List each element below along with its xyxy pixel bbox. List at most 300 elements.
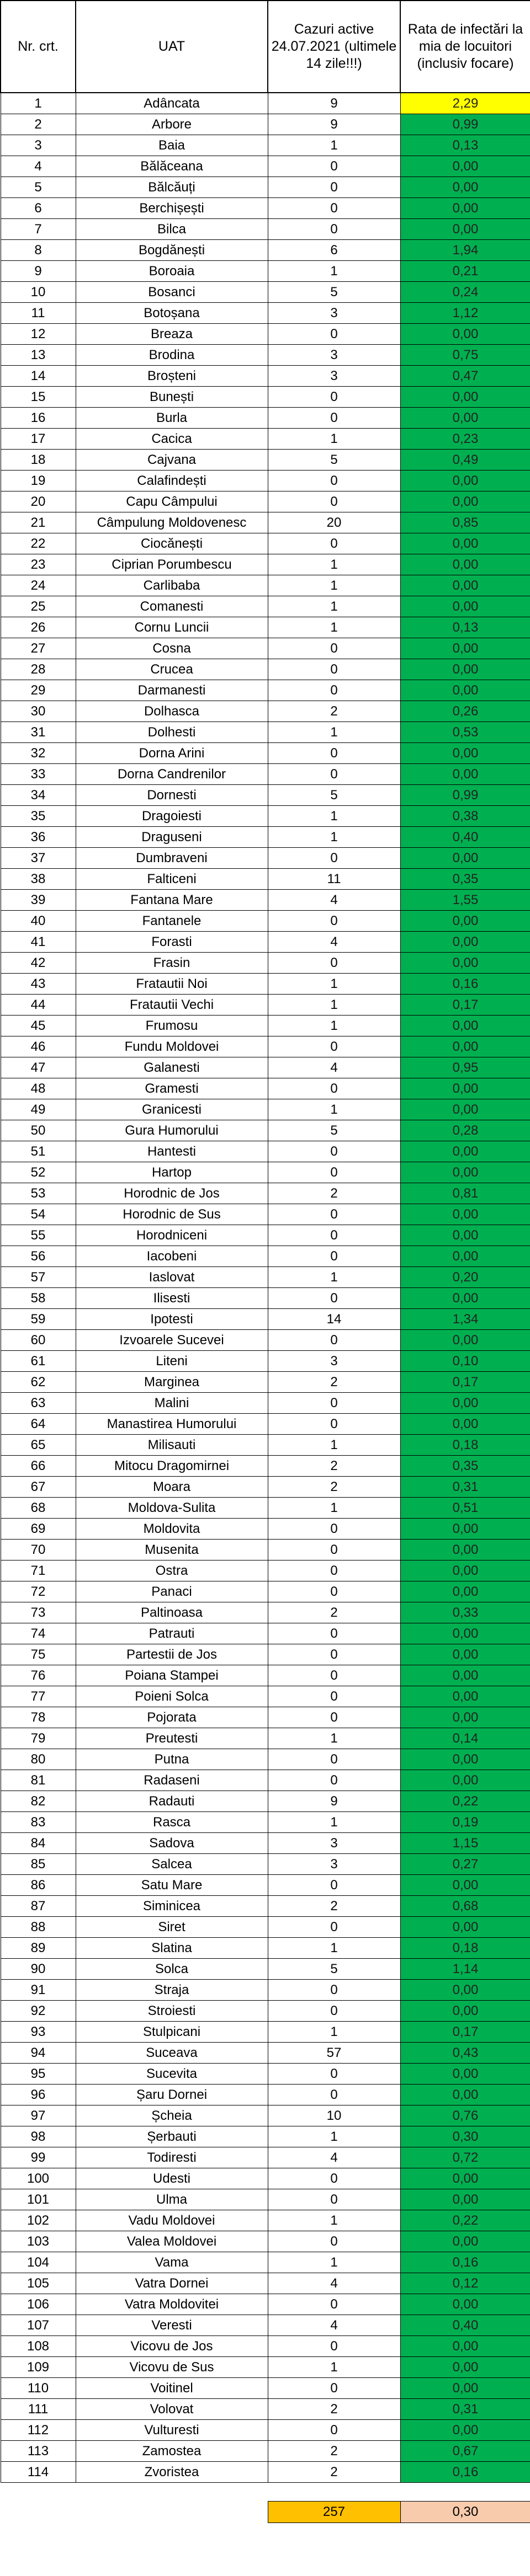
cell-cases[interactable]: 0 — [268, 1393, 400, 1414]
cell-cases[interactable]: 0 — [268, 1246, 400, 1267]
cell-uat[interactable]: Horodnic de Sus — [76, 1204, 268, 1225]
cell-nr[interactable]: 87 — [1, 1896, 76, 1917]
cell-cases[interactable]: 0 — [268, 911, 400, 932]
cell-uat[interactable]: Dornesti — [76, 785, 268, 806]
cell-cases[interactable]: 1 — [268, 429, 400, 450]
cell-rate[interactable]: 0,33 — [400, 1602, 530, 1623]
cell-rate[interactable]: 0,13 — [400, 617, 530, 638]
cell-nr[interactable]: 101 — [1, 2189, 76, 2210]
cell-rate[interactable]: 0,27 — [400, 1854, 530, 1875]
cell-nr[interactable]: 51 — [1, 1141, 76, 1162]
cell-nr[interactable]: 109 — [1, 2357, 76, 2378]
cell-cases[interactable]: 0 — [268, 848, 400, 869]
cell-rate[interactable]: 0,00 — [400, 533, 530, 554]
cell-rate[interactable]: 0,00 — [400, 680, 530, 701]
cell-rate[interactable]: 0,67 — [400, 2441, 530, 2462]
cell-cases[interactable]: 0 — [268, 156, 400, 177]
cell-uat[interactable]: Fantana Mare — [76, 890, 268, 911]
cell-uat[interactable]: Milisauti — [76, 1435, 268, 1456]
cell-uat[interactable]: Voitinel — [76, 2378, 268, 2399]
cell-uat[interactable]: Pojorata — [76, 1707, 268, 1728]
cell-rate[interactable]: 0,00 — [400, 1917, 530, 1938]
cell-rate[interactable]: 0,00 — [400, 198, 530, 219]
cell-uat[interactable]: Todiresti — [76, 2147, 268, 2168]
cell-cases[interactable]: 2 — [268, 1456, 400, 1477]
cell-uat[interactable]: Fantanele — [76, 911, 268, 932]
cell-uat[interactable]: Dorna Arini — [76, 743, 268, 764]
cell-cases[interactable]: 1 — [268, 1016, 400, 1036]
cell-cases[interactable]: 2 — [268, 1896, 400, 1917]
cell-rate[interactable]: 0,00 — [400, 1519, 530, 1540]
cell-cases[interactable]: 0 — [268, 491, 400, 512]
cell-uat[interactable]: Frasin — [76, 953, 268, 974]
cell-rate[interactable]: 0,85 — [400, 512, 530, 533]
cell-nr[interactable]: 53 — [1, 1183, 76, 1204]
cell-rate[interactable]: 0,00 — [400, 1246, 530, 1267]
cell-nr[interactable]: 55 — [1, 1225, 76, 1246]
cell-cases[interactable]: 0 — [268, 1078, 400, 1099]
cell-cases[interactable]: 1 — [268, 1812, 400, 1833]
cell-cases[interactable]: 0 — [268, 2189, 400, 2210]
cell-rate[interactable]: 0,00 — [400, 848, 530, 869]
cell-rate[interactable]: 0,00 — [400, 2420, 530, 2441]
cell-cases[interactable]: 4 — [268, 890, 400, 911]
cell-rate[interactable]: 1,14 — [400, 1959, 530, 1980]
cell-rate[interactable]: 0,35 — [400, 1456, 530, 1477]
cell-uat[interactable]: Partestii de Jos — [76, 1644, 268, 1665]
cell-cases[interactable]: 1 — [268, 1498, 400, 1519]
cell-nr[interactable]: 75 — [1, 1644, 76, 1665]
cell-nr[interactable]: 99 — [1, 2147, 76, 2168]
cell-nr[interactable]: 43 — [1, 974, 76, 995]
cell-rate[interactable]: 0,00 — [400, 2336, 530, 2357]
cell-uat[interactable]: Ilisesti — [76, 1288, 268, 1309]
cell-rate[interactable]: 0,00 — [400, 659, 530, 680]
cell-uat[interactable]: Fratautii Vechi — [76, 995, 268, 1016]
cell-uat[interactable]: Slatina — [76, 1938, 268, 1959]
cell-nr[interactable]: 46 — [1, 1036, 76, 1057]
cell-uat[interactable]: Radaseni — [76, 1770, 268, 1791]
cell-rate[interactable]: 2,29 — [400, 93, 530, 114]
cell-rate[interactable]: 0,00 — [400, 177, 530, 198]
cell-uat[interactable]: Broșteni — [76, 366, 268, 387]
cell-rate[interactable]: 0,14 — [400, 1728, 530, 1749]
cell-nr[interactable]: 6 — [1, 198, 76, 219]
cell-uat[interactable]: Capu Câmpului — [76, 491, 268, 512]
cell-uat[interactable]: Dragoiesti — [76, 806, 268, 827]
cell-cases[interactable]: 0 — [268, 1623, 400, 1644]
cell-nr[interactable]: 40 — [1, 911, 76, 932]
cell-uat[interactable]: Șcheia — [76, 2105, 268, 2126]
cell-cases[interactable]: 0 — [268, 1581, 400, 1602]
cell-rate[interactable]: 0,76 — [400, 2105, 530, 2126]
cell-rate[interactable]: 0,13 — [400, 135, 530, 156]
cell-nr[interactable]: 35 — [1, 806, 76, 827]
cell-nr[interactable]: 63 — [1, 1393, 76, 1414]
cell-rate[interactable]: 0,00 — [400, 1141, 530, 1162]
cell-cases[interactable]: 0 — [268, 2085, 400, 2105]
cell-nr[interactable]: 16 — [1, 408, 76, 429]
cell-uat[interactable]: Paltinoasa — [76, 1602, 268, 1623]
cell-cases[interactable]: 0 — [268, 1330, 400, 1351]
cell-cases[interactable]: 0 — [268, 1707, 400, 1728]
cell-rate[interactable]: 0,00 — [400, 638, 530, 659]
cell-uat[interactable]: Frumosu — [76, 1016, 268, 1036]
cell-nr[interactable]: 74 — [1, 1623, 76, 1644]
cell-uat[interactable]: Ipotesti — [76, 1309, 268, 1330]
cell-rate[interactable]: 0,00 — [400, 1875, 530, 1896]
cell-cases[interactable]: 0 — [268, 1644, 400, 1665]
cell-uat[interactable]: Baia — [76, 135, 268, 156]
cell-cases[interactable]: 2 — [268, 1602, 400, 1623]
cell-cases[interactable]: 1 — [268, 827, 400, 848]
cell-cases[interactable]: 0 — [268, 2064, 400, 2085]
cell-uat[interactable]: Calafindești — [76, 471, 268, 491]
cell-cases[interactable]: 0 — [268, 324, 400, 345]
cell-nr[interactable]: 107 — [1, 2315, 76, 2336]
cell-uat[interactable]: Zamostea — [76, 2441, 268, 2462]
cell-uat[interactable]: Darmanesti — [76, 680, 268, 701]
cell-cases[interactable]: 0 — [268, 1665, 400, 1686]
cell-nr[interactable]: 62 — [1, 1372, 76, 1393]
cell-nr[interactable]: 84 — [1, 1833, 76, 1854]
cell-rate[interactable]: 0,00 — [400, 2168, 530, 2189]
cell-cases[interactable]: 1 — [268, 2126, 400, 2147]
cell-uat[interactable]: Malini — [76, 1393, 268, 1414]
cell-uat[interactable]: Fratautii Noi — [76, 974, 268, 995]
cell-cases[interactable]: 5 — [268, 1120, 400, 1141]
cell-cases[interactable]: 4 — [268, 2147, 400, 2168]
cell-nr[interactable]: 104 — [1, 2252, 76, 2273]
cell-nr[interactable]: 19 — [1, 471, 76, 491]
cell-nr[interactable]: 3 — [1, 135, 76, 156]
cell-uat[interactable]: Mitocu Dragomirnei — [76, 1456, 268, 1477]
cell-nr[interactable]: 33 — [1, 764, 76, 785]
cell-nr[interactable]: 94 — [1, 2043, 76, 2064]
cell-rate[interactable]: 0,00 — [400, 575, 530, 596]
cell-cases[interactable]: 1 — [268, 722, 400, 743]
cell-rate[interactable]: 0,00 — [400, 1665, 530, 1686]
cell-rate[interactable]: 0,40 — [400, 827, 530, 848]
cell-rate[interactable]: 0,00 — [400, 408, 530, 429]
cell-cases[interactable]: 3 — [268, 303, 400, 324]
cell-nr[interactable]: 27 — [1, 638, 76, 659]
cell-uat[interactable]: Iacobeni — [76, 1246, 268, 1267]
cell-rate[interactable]: 0,16 — [400, 974, 530, 995]
cell-rate[interactable]: 1,55 — [400, 890, 530, 911]
cell-rate[interactable]: 0,10 — [400, 1351, 530, 1372]
cell-uat[interactable]: Hantesti — [76, 1141, 268, 1162]
cell-nr[interactable]: 23 — [1, 554, 76, 575]
cell-nr[interactable]: 110 — [1, 2378, 76, 2399]
cell-nr[interactable]: 14 — [1, 366, 76, 387]
cell-rate[interactable]: 0,00 — [400, 471, 530, 491]
cell-nr[interactable]: 103 — [1, 2231, 76, 2252]
cell-cases[interactable]: 0 — [268, 1225, 400, 1246]
cell-nr[interactable]: 114 — [1, 2462, 76, 2483]
cell-nr[interactable]: 7 — [1, 219, 76, 240]
cell-cases[interactable]: 1 — [268, 995, 400, 1016]
cell-cases[interactable]: 1 — [268, 554, 400, 575]
cell-nr[interactable]: 96 — [1, 2085, 76, 2105]
cell-uat[interactable]: Dolhasca — [76, 701, 268, 722]
cell-cases[interactable]: 3 — [268, 1854, 400, 1875]
cell-uat[interactable]: Volovat — [76, 2399, 268, 2420]
cell-rate[interactable]: 0,00 — [400, 932, 530, 953]
cell-rate[interactable]: 0,00 — [400, 2085, 530, 2105]
cell-nr[interactable]: 54 — [1, 1204, 76, 1225]
cell-uat[interactable]: Liteni — [76, 1351, 268, 1372]
total-cases[interactable]: 257 — [268, 2502, 400, 2523]
cell-cases[interactable]: 20 — [268, 512, 400, 533]
cell-rate[interactable]: 0,00 — [400, 764, 530, 785]
cell-uat[interactable]: Vulturesti — [76, 2420, 268, 2441]
cell-cases[interactable]: 0 — [268, 1980, 400, 2001]
cell-rate[interactable]: 0,31 — [400, 2399, 530, 2420]
cell-nr[interactable]: 31 — [1, 722, 76, 743]
cell-rate[interactable]: 0,99 — [400, 785, 530, 806]
cell-nr[interactable]: 9 — [1, 261, 76, 282]
cell-nr[interactable]: 65 — [1, 1435, 76, 1456]
cell-uat[interactable]: Horodnic de Jos — [76, 1183, 268, 1204]
cell-uat[interactable]: Forasti — [76, 932, 268, 953]
cell-uat[interactable]: Gura Humorului — [76, 1120, 268, 1141]
cell-uat[interactable]: Stroiesti — [76, 2001, 268, 2022]
cell-nr[interactable]: 45 — [1, 1016, 76, 1036]
cell-uat[interactable]: Satu Mare — [76, 1875, 268, 1896]
cell-rate[interactable]: 0,00 — [400, 2064, 530, 2085]
cell-nr[interactable]: 90 — [1, 1959, 76, 1980]
cell-nr[interactable]: 92 — [1, 2001, 76, 2022]
cell-uat[interactable]: Moara — [76, 1477, 268, 1498]
cell-uat[interactable]: Ciprian Porumbescu — [76, 554, 268, 575]
cell-nr[interactable]: 64 — [1, 1414, 76, 1435]
cell-rate[interactable]: 0,00 — [400, 1623, 530, 1644]
cell-nr[interactable]: 38 — [1, 869, 76, 890]
cell-cases[interactable]: 0 — [268, 2168, 400, 2189]
cell-uat[interactable]: Câmpulung Moldovenesc — [76, 512, 268, 533]
cell-nr[interactable]: 11 — [1, 303, 76, 324]
cell-rate[interactable]: 0,20 — [400, 1267, 530, 1288]
total-rate[interactable]: 0,30 — [400, 2502, 530, 2523]
cell-nr[interactable]: 37 — [1, 848, 76, 869]
cell-rate[interactable]: 0,18 — [400, 1938, 530, 1959]
cell-nr[interactable]: 29 — [1, 680, 76, 701]
cell-cases[interactable]: 0 — [268, 1036, 400, 1057]
cell-uat[interactable]: Veresti — [76, 2315, 268, 2336]
cell-nr[interactable]: 26 — [1, 617, 76, 638]
cell-rate[interactable]: 0,53 — [400, 722, 530, 743]
cell-uat[interactable]: Șerbauti — [76, 2126, 268, 2147]
cell-rate[interactable]: 0,17 — [400, 2022, 530, 2043]
cell-cases[interactable]: 11 — [268, 869, 400, 890]
cell-cases[interactable]: 0 — [268, 2231, 400, 2252]
cell-cases[interactable]: 2 — [268, 701, 400, 722]
cell-uat[interactable]: Putna — [76, 1749, 268, 1770]
cell-uat[interactable]: Stulpicani — [76, 2022, 268, 2043]
cell-nr[interactable]: 70 — [1, 1540, 76, 1560]
cell-cases[interactable]: 2 — [268, 2399, 400, 2420]
cell-nr[interactable]: 77 — [1, 1686, 76, 1707]
cell-rate[interactable]: 0,00 — [400, 2357, 530, 2378]
cell-uat[interactable]: Fundu Moldovei — [76, 1036, 268, 1057]
cell-cases[interactable]: 3 — [268, 366, 400, 387]
cell-cases[interactable]: 5 — [268, 282, 400, 303]
cell-cases[interactable]: 0 — [268, 471, 400, 491]
cell-uat[interactable]: Cornu Luncii — [76, 617, 268, 638]
cell-uat[interactable]: Panaci — [76, 1581, 268, 1602]
cell-cases[interactable]: 1 — [268, 2210, 400, 2231]
cell-uat[interactable]: Zvoristea — [76, 2462, 268, 2483]
cell-rate[interactable]: 0,23 — [400, 429, 530, 450]
cell-rate[interactable]: 0,00 — [400, 1686, 530, 1707]
cell-rate[interactable]: 0,95 — [400, 1057, 530, 1078]
cell-rate[interactable]: 0,00 — [400, 1204, 530, 1225]
cell-nr[interactable]: 100 — [1, 2168, 76, 2189]
cell-uat[interactable]: Crucea — [76, 659, 268, 680]
cell-nr[interactable]: 83 — [1, 1812, 76, 1833]
cell-nr[interactable]: 95 — [1, 2064, 76, 2085]
cell-nr[interactable]: 73 — [1, 1602, 76, 1623]
cell-cases[interactable]: 0 — [268, 1749, 400, 1770]
cell-rate[interactable]: 0,22 — [400, 1791, 530, 1812]
cell-nr[interactable]: 66 — [1, 1456, 76, 1477]
cell-rate[interactable]: 0,30 — [400, 2126, 530, 2147]
cell-cases[interactable]: 0 — [268, 408, 400, 429]
cell-rate[interactable]: 0,00 — [400, 491, 530, 512]
cell-uat[interactable]: Bosanci — [76, 282, 268, 303]
cell-rate[interactable]: 0,81 — [400, 1183, 530, 1204]
cell-rate[interactable]: 0,00 — [400, 1414, 530, 1435]
cell-nr[interactable]: 88 — [1, 1917, 76, 1938]
cell-rate[interactable]: 0,00 — [400, 911, 530, 932]
cell-cases[interactable]: 1 — [268, 261, 400, 282]
cell-cases[interactable]: 0 — [268, 743, 400, 764]
cell-cases[interactable]: 0 — [268, 764, 400, 785]
cell-uat[interactable]: Siret — [76, 1917, 268, 1938]
cell-uat[interactable]: Vicovu de Sus — [76, 2357, 268, 2378]
cell-rate[interactable]: 1,94 — [400, 240, 530, 261]
cell-rate[interactable]: 0,31 — [400, 1477, 530, 1498]
cell-rate[interactable]: 0,00 — [400, 1707, 530, 1728]
cell-rate[interactable]: 0,00 — [400, 2001, 530, 2022]
cell-cases[interactable]: 5 — [268, 1959, 400, 1980]
cell-cases[interactable]: 5 — [268, 450, 400, 471]
cell-nr[interactable]: 80 — [1, 1749, 76, 1770]
cell-uat[interactable]: Vama — [76, 2252, 268, 2273]
cell-uat[interactable]: Arbore — [76, 114, 268, 135]
cell-uat[interactable]: Berchișești — [76, 198, 268, 219]
cell-cases[interactable]: 0 — [268, 680, 400, 701]
cell-nr[interactable]: 44 — [1, 995, 76, 1016]
cell-nr[interactable]: 34 — [1, 785, 76, 806]
cell-uat[interactable]: Bogdănești — [76, 240, 268, 261]
cell-uat[interactable]: Dumbraveni — [76, 848, 268, 869]
cell-nr[interactable]: 5 — [1, 177, 76, 198]
cell-nr[interactable]: 112 — [1, 2420, 76, 2441]
cell-nr[interactable]: 36 — [1, 827, 76, 848]
cell-cases[interactable]: 0 — [268, 1560, 400, 1581]
cell-rate[interactable]: 0,00 — [400, 1770, 530, 1791]
cell-cases[interactable]: 9 — [268, 93, 400, 114]
cell-cases[interactable]: 1 — [268, 806, 400, 827]
cell-nr[interactable]: 25 — [1, 596, 76, 617]
cell-rate[interactable]: 0,00 — [400, 2378, 530, 2399]
cell-rate[interactable]: 0,72 — [400, 2147, 530, 2168]
cell-nr[interactable]: 10 — [1, 282, 76, 303]
cell-uat[interactable]: Suceava — [76, 2043, 268, 2064]
cell-cases[interactable]: 0 — [268, 177, 400, 198]
cell-rate[interactable]: 0,49 — [400, 450, 530, 471]
cell-cases[interactable]: 4 — [268, 2315, 400, 2336]
cell-nr[interactable]: 85 — [1, 1854, 76, 1875]
cell-rate[interactable]: 1,12 — [400, 303, 530, 324]
cell-rate[interactable]: 0,00 — [400, 1288, 530, 1309]
cell-rate[interactable]: 0,00 — [400, 1330, 530, 1351]
cell-cases[interactable]: 0 — [268, 2336, 400, 2357]
cell-rate[interactable]: 0,35 — [400, 869, 530, 890]
cell-uat[interactable]: Izvoarele Sucevei — [76, 1330, 268, 1351]
cell-nr[interactable]: 13 — [1, 345, 76, 366]
cell-rate[interactable]: 0,22 — [400, 2210, 530, 2231]
cell-cases[interactable]: 0 — [268, 219, 400, 240]
cell-rate[interactable]: 0,16 — [400, 2462, 530, 2483]
cell-nr[interactable]: 72 — [1, 1581, 76, 1602]
cell-rate[interactable]: 0,00 — [400, 156, 530, 177]
cell-uat[interactable]: Botoșana — [76, 303, 268, 324]
cell-cases[interactable]: 0 — [268, 1917, 400, 1938]
cell-rate[interactable]: 0,00 — [400, 1393, 530, 1414]
cell-cases[interactable]: 1 — [268, 974, 400, 995]
cell-nr[interactable]: 98 — [1, 2126, 76, 2147]
cell-uat[interactable]: Bălcăuți — [76, 177, 268, 198]
cell-rate[interactable]: 0,00 — [400, 1581, 530, 1602]
cell-cases[interactable]: 9 — [268, 114, 400, 135]
cell-rate[interactable]: 0,00 — [400, 1099, 530, 1120]
cell-uat[interactable]: Bălăceana — [76, 156, 268, 177]
cell-rate[interactable]: 0,00 — [400, 324, 530, 345]
cell-nr[interactable]: 79 — [1, 1728, 76, 1749]
cell-uat[interactable]: Moldovita — [76, 1519, 268, 1540]
cell-cases[interactable]: 5 — [268, 785, 400, 806]
cell-uat[interactable]: Falticeni — [76, 869, 268, 890]
cell-rate[interactable]: 0,00 — [400, 1980, 530, 2001]
cell-uat[interactable]: Gramesti — [76, 1078, 268, 1099]
cell-uat[interactable]: Șaru Dornei — [76, 2085, 268, 2105]
cell-uat[interactable]: Comanesti — [76, 596, 268, 617]
cell-uat[interactable]: Horodniceni — [76, 1225, 268, 1246]
cell-rate[interactable]: 0,16 — [400, 2252, 530, 2273]
cell-uat[interactable]: Dorna Candrenilor — [76, 764, 268, 785]
cell-cases[interactable]: 0 — [268, 533, 400, 554]
cell-cases[interactable]: 1 — [268, 1099, 400, 1120]
cell-cases[interactable]: 0 — [268, 1770, 400, 1791]
cell-uat[interactable]: Patrauti — [76, 1623, 268, 1644]
cell-uat[interactable]: Manastirea Humorului — [76, 1414, 268, 1435]
cell-uat[interactable]: Musenita — [76, 1540, 268, 1560]
cell-uat[interactable]: Valea Moldovei — [76, 2231, 268, 2252]
cell-cases[interactable]: 1 — [268, 596, 400, 617]
cell-cases[interactable]: 3 — [268, 1833, 400, 1854]
cell-cases[interactable]: 0 — [268, 1540, 400, 1560]
cell-nr[interactable]: 71 — [1, 1560, 76, 1581]
cell-nr[interactable]: 41 — [1, 932, 76, 953]
cell-rate[interactable]: 0,00 — [400, 2231, 530, 2252]
cell-uat[interactable]: Ostra — [76, 1560, 268, 1581]
cell-uat[interactable]: Boroaia — [76, 261, 268, 282]
cell-cases[interactable]: 0 — [268, 2420, 400, 2441]
cell-rate[interactable]: 0,00 — [400, 1644, 530, 1665]
